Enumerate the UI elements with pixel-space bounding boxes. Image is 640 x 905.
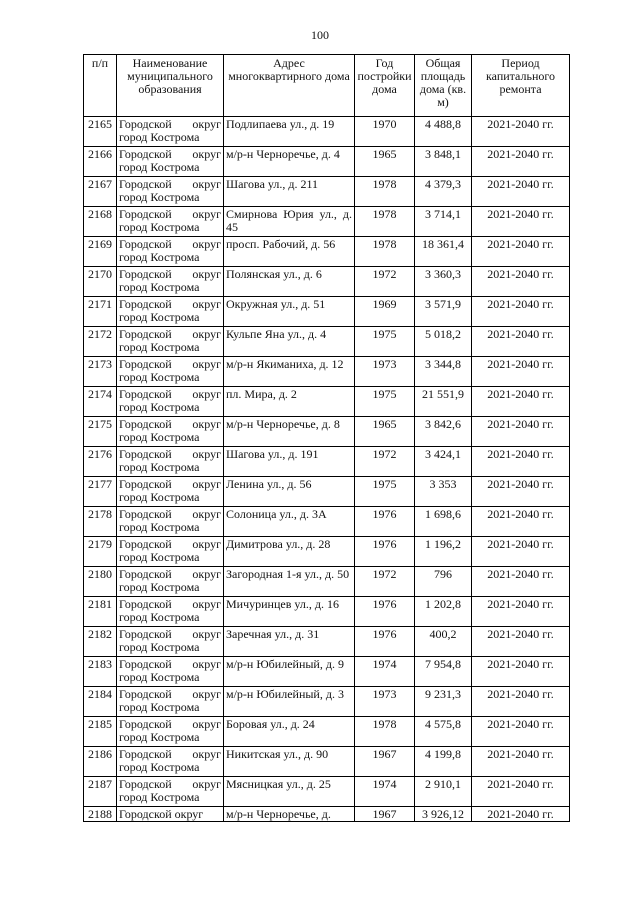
cell-address: м/р-н Черноречье, д. 8 <box>224 417 355 447</box>
cell-num: 2188 <box>84 807 117 822</box>
cell-municipality: Городской округ город Кострома <box>117 297 224 327</box>
cell-num: 2185 <box>84 717 117 747</box>
cell-municipality: Городской округ город Кострома <box>117 477 224 507</box>
cell-num: 2167 <box>84 177 117 207</box>
cell-municipality: Городской округ город Кострома <box>117 267 224 297</box>
table-row <box>84 627 570 657</box>
cell-municipality: Городской округ город Кострома <box>117 417 224 447</box>
cell-period: 2021-2040 гг. <box>472 117 570 147</box>
table-row <box>84 507 570 537</box>
cell-municipality: Городской округ город Кострома <box>117 327 224 357</box>
cell-address: Шагова ул., д. 191 <box>224 447 355 477</box>
cell-year: 1974 <box>355 657 415 687</box>
cell-period: 2021-2040 гг. <box>472 387 570 417</box>
cell-address: пл. Мира, д. 2 <box>224 387 355 417</box>
cell-num: 2173 <box>84 357 117 387</box>
cell-year: 1978 <box>355 177 415 207</box>
table-row <box>84 117 570 147</box>
cell-municipality: Городской округ город Кострома <box>117 387 224 417</box>
cell-area: 796 <box>415 567 472 597</box>
cell-address: Мичуринцев ул., д. 16 <box>224 597 355 627</box>
cell-address: Шагова ул., д. 211 <box>224 177 355 207</box>
cell-address: Димитрова ул., д. 28 <box>224 537 355 567</box>
table-row <box>84 267 570 297</box>
cell-year: 1969 <box>355 297 415 327</box>
cell-period: 2021-2040 гг. <box>472 567 570 597</box>
cell-area: 9 231,3 <box>415 687 472 717</box>
table-row <box>84 417 570 447</box>
table-row <box>84 177 570 207</box>
cell-period: 2021-2040 гг. <box>472 327 570 357</box>
cell-year: 1974 <box>355 777 415 807</box>
cell-municipality: Городской округ город Кострома <box>117 657 224 687</box>
cell-period: 2021-2040 гг. <box>472 417 570 447</box>
cell-municipality: Городской округ город Кострома <box>117 447 224 477</box>
table-row <box>84 567 570 597</box>
cell-num: 2179 <box>84 537 117 567</box>
cell-address: м/р-н Якиманиха, д. 12 <box>224 357 355 387</box>
cell-year: 1972 <box>355 447 415 477</box>
cell-address: м/р-н Юбилейный, д. 9 <box>224 657 355 687</box>
page-number: 100 <box>311 28 329 42</box>
cell-area: 2 910,1 <box>415 777 472 807</box>
table-row <box>84 717 570 747</box>
cell-area: 3 353 <box>415 477 472 507</box>
cell-year: 1972 <box>355 567 415 597</box>
cell-year: 1965 <box>355 147 415 177</box>
table-body <box>84 117 570 822</box>
cell-num: 2186 <box>84 747 117 777</box>
cell-period: 2021-2040 гг. <box>472 657 570 687</box>
cell-period: 2021-2040 гг. <box>472 357 570 387</box>
table-row <box>84 597 570 627</box>
cell-area: 4 575,8 <box>415 717 472 747</box>
cell-period: 2021-2040 гг. <box>472 147 570 177</box>
header-area: Общая площадь дома (кв. м) <box>415 55 472 117</box>
cell-num: 2172 <box>84 327 117 357</box>
cell-period: 2021-2040 гг. <box>472 627 570 657</box>
cell-year: 1975 <box>355 387 415 417</box>
table-row <box>84 207 570 237</box>
cell-period: 2021-2040 гг. <box>472 177 570 207</box>
cell-municipality: Городской округ город Кострома <box>117 507 224 537</box>
cell-area: 1 202,8 <box>415 597 472 627</box>
header-address: Адрес многоквартирного дома <box>224 55 355 117</box>
cell-municipality: Городской округ город Кострома <box>117 597 224 627</box>
cell-area: 4 199,8 <box>415 747 472 777</box>
cell-municipality: Городской округ город Кострома <box>117 777 224 807</box>
cell-area: 400,2 <box>415 627 472 657</box>
table-row <box>84 777 570 807</box>
cell-num: 2168 <box>84 207 117 237</box>
cell-period: 2021-2040 гг. <box>472 507 570 537</box>
table-row <box>84 447 570 477</box>
cell-period: 2021-2040 гг. <box>472 747 570 777</box>
cell-municipality: Городской округ город Кострома <box>117 147 224 177</box>
cell-year: 1978 <box>355 237 415 267</box>
cell-municipality: Городской округ город Кострома <box>117 567 224 597</box>
table-row <box>84 687 570 717</box>
cell-year: 1973 <box>355 687 415 717</box>
table-row <box>84 537 570 567</box>
cell-period: 2021-2040 гг. <box>472 267 570 297</box>
cell-address: Смирнова Юрия ул., д. 45 <box>224 207 355 237</box>
header-period: Период капитального ремонта <box>472 55 570 117</box>
cell-address: Никитская ул., д. 90 <box>224 747 355 777</box>
cell-period: 2021-2040 гг. <box>472 807 570 822</box>
cell-area: 18 361,4 <box>415 237 472 267</box>
cell-period: 2021-2040 гг. <box>472 297 570 327</box>
cell-area: 1 196,2 <box>415 537 472 567</box>
cell-area: 4 379,3 <box>415 177 472 207</box>
cell-municipality: Городской округ город Кострома <box>117 237 224 267</box>
cell-year: 1965 <box>355 417 415 447</box>
table-row <box>84 477 570 507</box>
cell-address: Окружная ул., д. 51 <box>224 297 355 327</box>
cell-num: 2184 <box>84 687 117 717</box>
cell-period: 2021-2040 гг. <box>472 597 570 627</box>
housing-registry-table <box>83 54 570 822</box>
cell-address: Боровая ул., д. 24 <box>224 717 355 747</box>
cell-year: 1976 <box>355 597 415 627</box>
cell-area: 1 698,6 <box>415 507 472 537</box>
cell-address: просп. Рабочий, д. 56 <box>224 237 355 267</box>
cell-num: 2183 <box>84 657 117 687</box>
cell-address: Мясницкая ул., д. 25 <box>224 777 355 807</box>
cell-address: м/р-н Черноречье, д. <box>224 807 355 822</box>
table-row <box>84 327 570 357</box>
cell-period: 2021-2040 гг. <box>472 447 570 477</box>
cell-area: 3 842,6 <box>415 417 472 447</box>
cell-year: 1967 <box>355 807 415 822</box>
table-row <box>84 807 570 822</box>
cell-municipality: Городской округ город Кострома <box>117 627 224 657</box>
cell-year: 1975 <box>355 477 415 507</box>
cell-municipality: Городской округ город Кострома <box>117 177 224 207</box>
table-row <box>84 297 570 327</box>
cell-period: 2021-2040 гг. <box>472 537 570 567</box>
cell-period: 2021-2040 гг. <box>472 207 570 237</box>
cell-municipality: Городской округ город Кострома <box>117 537 224 567</box>
cell-year: 1978 <box>355 207 415 237</box>
cell-address: м/р-н Черноречье, д. 4 <box>224 147 355 177</box>
cell-num: 2166 <box>84 147 117 177</box>
cell-num: 2187 <box>84 777 117 807</box>
cell-address: Кульпе Яна ул., д. 4 <box>224 327 355 357</box>
cell-year: 1973 <box>355 357 415 387</box>
cell-num: 2182 <box>84 627 117 657</box>
cell-num: 2169 <box>84 237 117 267</box>
cell-num: 2177 <box>84 477 117 507</box>
table-row <box>84 237 570 267</box>
cell-year: 1970 <box>355 117 415 147</box>
cell-address: Заречная ул., д. 31 <box>224 627 355 657</box>
cell-year: 1978 <box>355 717 415 747</box>
cell-year: 1976 <box>355 537 415 567</box>
cell-area: 3 714,1 <box>415 207 472 237</box>
cell-period: 2021-2040 гг. <box>472 477 570 507</box>
header-municipality: Наименование муниципального образования <box>117 55 224 117</box>
cell-num: 2171 <box>84 297 117 327</box>
cell-period: 2021-2040 гг. <box>472 237 570 267</box>
table-row <box>84 357 570 387</box>
cell-num: 2175 <box>84 417 117 447</box>
cell-municipality: Городской округ город Кострома <box>117 207 224 237</box>
cell-area: 3 424,1 <box>415 447 472 477</box>
cell-area: 5 018,2 <box>415 327 472 357</box>
cell-municipality: Городской округ город Кострома <box>117 717 224 747</box>
cell-area: 4 488,8 <box>415 117 472 147</box>
cell-num: 2174 <box>84 387 117 417</box>
table-header-row <box>84 55 570 117</box>
table-row <box>84 747 570 777</box>
cell-num: 2180 <box>84 567 117 597</box>
cell-num: 2165 <box>84 117 117 147</box>
cell-municipality: Городской округ город Кострома <box>117 747 224 777</box>
header-num: п/п <box>84 55 117 117</box>
cell-area: 3 571,9 <box>415 297 472 327</box>
cell-area: 3 360,3 <box>415 267 472 297</box>
cell-num: 2181 <box>84 597 117 627</box>
cell-year: 1976 <box>355 507 415 537</box>
cell-num: 2170 <box>84 267 117 297</box>
cell-year: 1967 <box>355 747 415 777</box>
cell-address: м/р-н Юбилейный, д. 3 <box>224 687 355 717</box>
cell-num: 2178 <box>84 507 117 537</box>
cell-num: 2176 <box>84 447 117 477</box>
header-year: Год постройки дома <box>355 55 415 117</box>
cell-municipality: Городской округ город Кострома <box>117 687 224 717</box>
cell-period: 2021-2040 гг. <box>472 777 570 807</box>
cell-year: 1972 <box>355 267 415 297</box>
cell-address: Полянская ул., д. 6 <box>224 267 355 297</box>
cell-municipality: Городской округ город Кострома <box>117 357 224 387</box>
cell-address: Ленина ул., д. 56 <box>224 477 355 507</box>
cell-year: 1975 <box>355 327 415 357</box>
cell-period: 2021-2040 гг. <box>472 717 570 747</box>
cell-area: 7 954,8 <box>415 657 472 687</box>
table-row <box>84 657 570 687</box>
cell-area: 3 848,1 <box>415 147 472 177</box>
cell-year: 1976 <box>355 627 415 657</box>
cell-area: 3 926,12 <box>415 807 472 822</box>
table-row <box>84 147 570 177</box>
cell-area: 21 551,9 <box>415 387 472 417</box>
cell-period: 2021-2040 гг. <box>472 687 570 717</box>
cell-address: Подлипаева ул., д. 19 <box>224 117 355 147</box>
cell-address: Загородная 1-я ул., д. 50 <box>224 567 355 597</box>
cell-municipality: Городской округ <box>117 807 224 822</box>
cell-area: 3 344,8 <box>415 357 472 387</box>
cell-municipality: Городской округ город Кострома <box>117 117 224 147</box>
cell-address: Солоница ул., д. 3А <box>224 507 355 537</box>
table-row <box>84 387 570 417</box>
